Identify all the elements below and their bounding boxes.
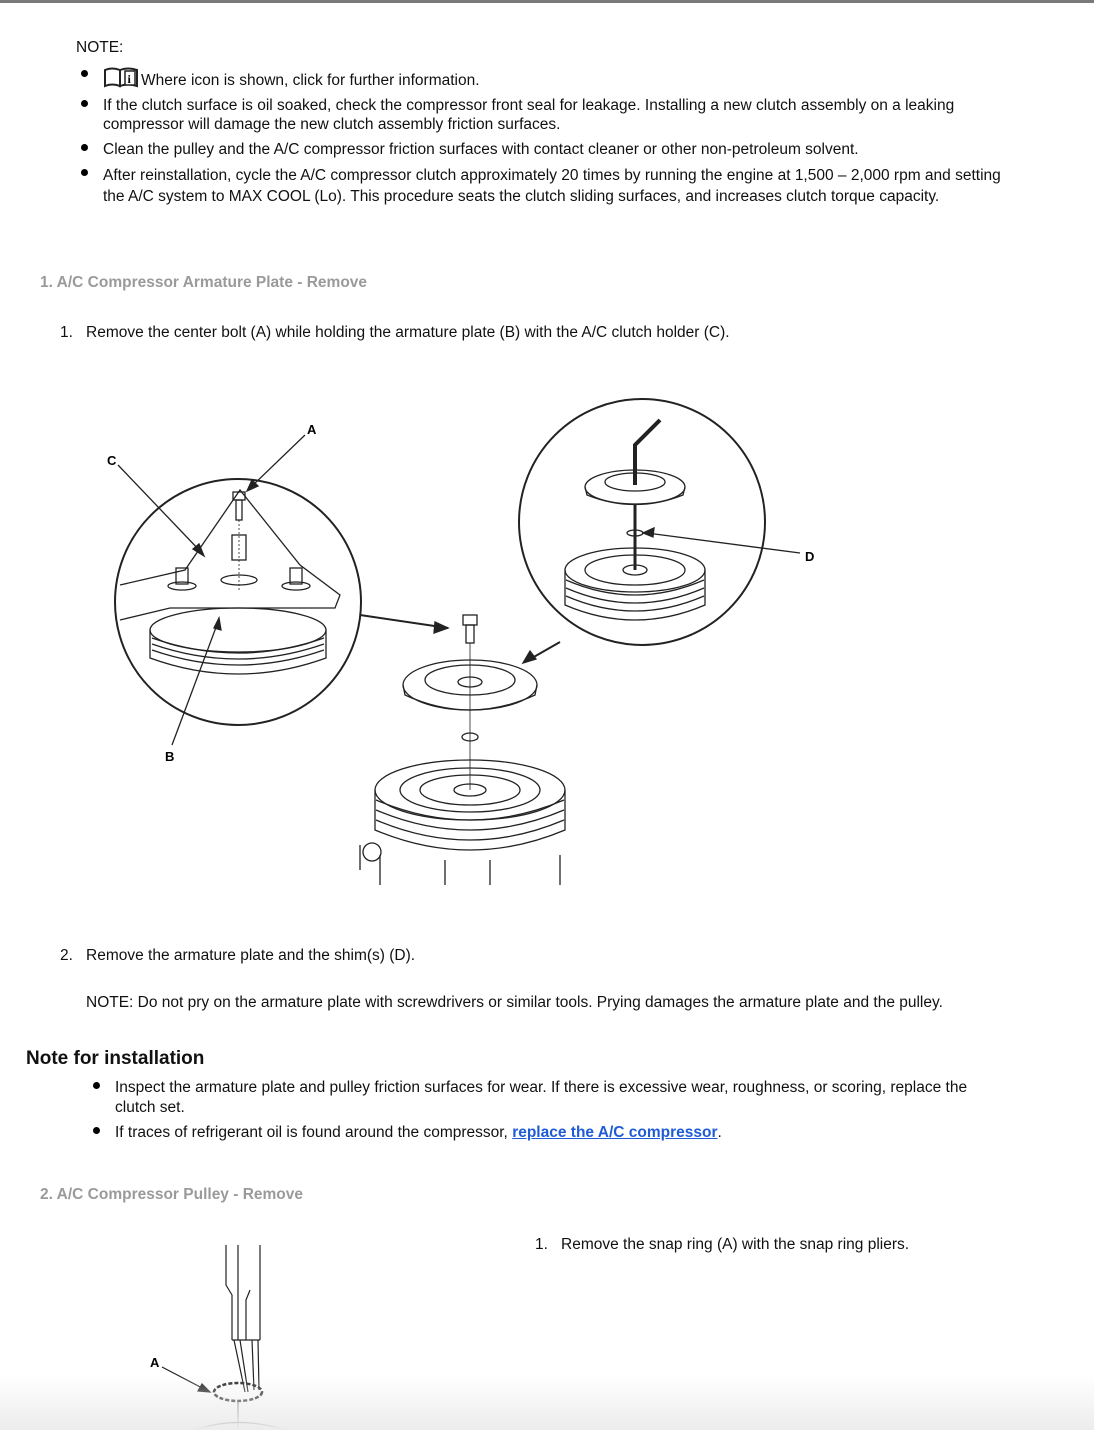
section-heading[interactable]: 2. A/C Compressor Pulley - Remove <box>40 1186 304 1203</box>
top-border <box>0 0 1094 3</box>
note-item: After reinstallation, cycle the A/C compressor clutch approximately 20 times by running the engine at 1,500 – 2,000 rpm and setting the A/C system to MAX COOL (Lo). This procedure seats the clutch sliding surfaces, and increases clutch torque capacity. <box>76 165 1006 207</box>
svg-text:i: i <box>127 72 131 86</box>
step-1: 1. Remove the center bolt (A) while holding the armature plate (B) with the A/C clutch holder (C). <box>60 324 730 341</box>
info-book-icon[interactable] <box>103 66 139 88</box>
callout-D: D <box>805 549 815 564</box>
note-item: i Where icon is shown, click for further information. <box>76 66 1006 91</box>
note-item: If the clutch surface is oil soaked, check the compressor front seal for leakage. Installing a new clutch assembly on a leaking compressor will damage the new clutch assembly friction surfaces. <box>76 96 1006 135</box>
snap-ring-removal-figure <box>140 1240 340 1430</box>
armature-plate-removal-figure <box>90 390 850 890</box>
step-2: 2. Remove the armature plate and the shim(s) (D). <box>60 947 416 964</box>
installation-item: If traces of refrigerant oil is found around the compressor, replace the A/C compressor. <box>88 1123 998 1143</box>
installation-list <box>88 1078 998 1143</box>
callout-A: A <box>307 422 317 437</box>
step-2-note: NOTE: Do not pry on the armature plate with screwdrivers or similar tools. Prying damages the armature plate and the pulley. <box>86 994 943 1011</box>
callout-C: C <box>107 453 117 468</box>
callout-B: B <box>165 749 175 764</box>
installation-heading: Note for installation <box>26 1048 205 1069</box>
installation-item: Inspect the armature plate and pulley friction surfaces for wear. If there is excessive wear, roughness, or scoring, replace the clutch set. <box>88 1078 998 1117</box>
step-1: 1. Remove the snap ring (A) with the snap ring pliers. <box>535 1236 910 1253</box>
note-label: NOTE: <box>76 39 124 56</box>
replace-compressor-link[interactable]: replace the A/C compressor <box>512 1124 718 1141</box>
note-list <box>76 66 1006 207</box>
callout-A: A <box>150 1355 160 1370</box>
note-item: Clean the pulley and the A/C compressor friction surfaces with contact cleaner or other non-petroleum solvent. <box>76 140 1006 160</box>
detail-circle-left <box>115 479 361 725</box>
section-heading[interactable]: 1. A/C Compressor Armature Plate - Remove <box>40 274 368 291</box>
